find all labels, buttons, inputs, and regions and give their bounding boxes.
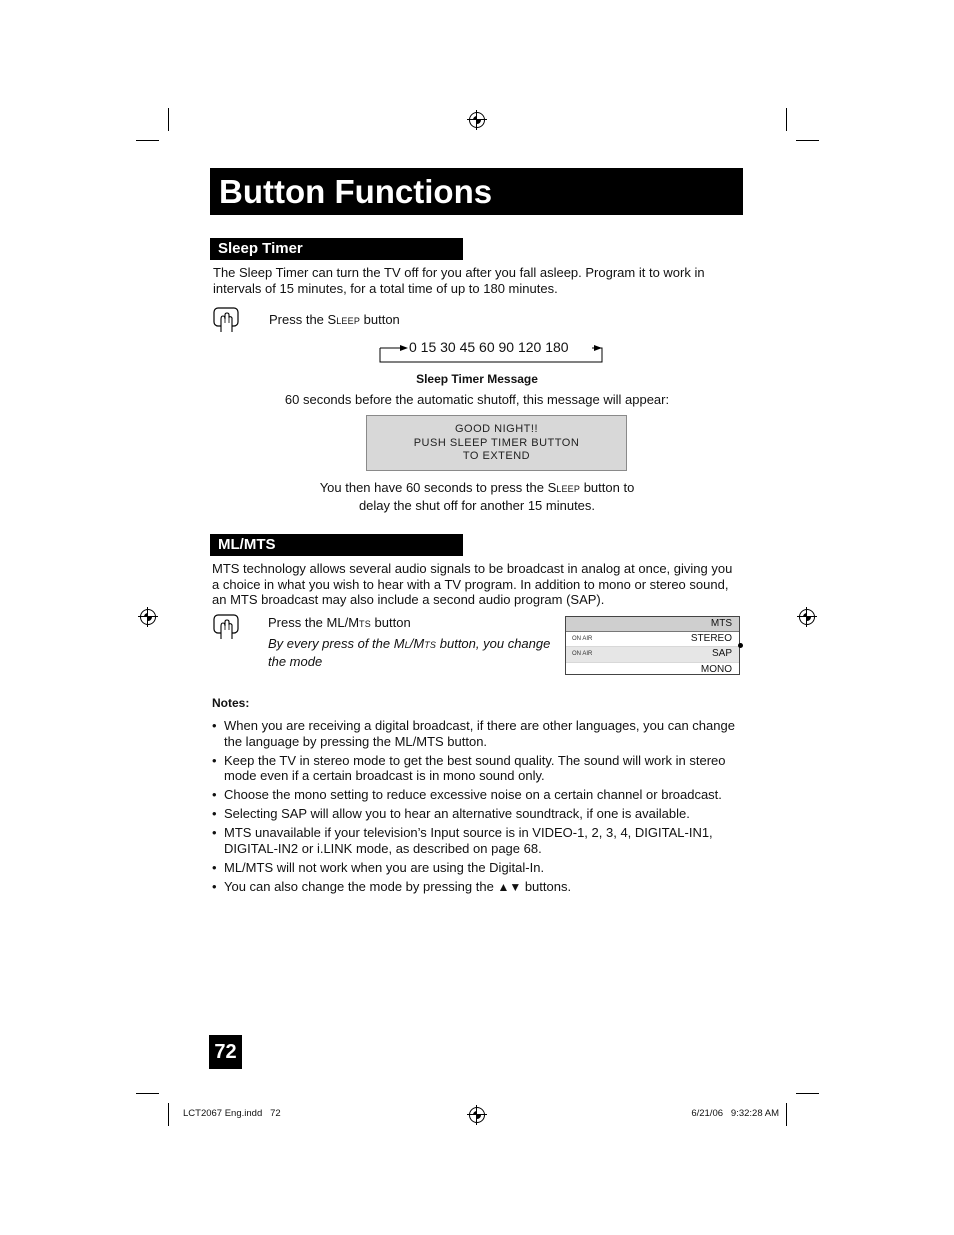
crop-mark: [796, 1093, 819, 1094]
mlmts-intro: MTS technology allows several audio signals to be broadcast in analog at once, giving you a choice in what you wish to hear with a TV program. In addition to mono or stereo sound, an MTS broadcast may also include a second audio program (SAP).: [212, 561, 733, 607]
registration-mark-icon: [799, 609, 815, 625]
button-first-letter: S: [327, 312, 337, 327]
crop-mark: [168, 108, 169, 131]
list-item: • Keep the TV in stereo mode to get the best sound quality. The sound will work in stereo mode even if a certain broadcast is in mono sound only.: [212, 752, 726, 783]
mts-option-row: MONO: [700, 663, 732, 675]
mts-panel-header: MTS: [566, 617, 739, 632]
sleep-after-line2: delay the shut off for another 15 minutes.: [358, 497, 596, 513]
message-line: TO EXTEND: [462, 450, 531, 462]
sleep-after-text: [0, 480, 954, 513]
up-down-arrows-icon: ▲▼: [497, 879, 522, 894]
button-rest: LEEP: [336, 316, 361, 326]
mts-selection-marker: [738, 643, 743, 648]
registration-mark-icon: [469, 112, 485, 128]
crop-mark: [796, 140, 819, 141]
list-item: • MTS unavailable if your television’s Input source is in VIDEO-1, 2, 3, 4, DIGITAL-IN1, DIGITAL-IN2 or i.LINK mode, as described on page 68.: [212, 825, 713, 856]
list-item: • You can also change the mode by pressing the ▲▼ buttons.: [212, 878, 572, 894]
section-heading-mlmts: ML/MTS: [210, 534, 463, 556]
sleep-sequence: 0 15 30 45 60 90 120 180: [409, 339, 569, 355]
footer-timestamp: 6/21/06 9:32:28 AM: [691, 1108, 779, 1119]
sleep-after-line1: You then have 60 seconds to press the SLEEP button to: [319, 480, 635, 495]
crop-mark: [136, 1093, 159, 1094]
list-item: • Choose the mono setting to reduce excessive noise on a certain channel or broadcast.: [212, 787, 722, 802]
hand-press-icon: [213, 614, 239, 640]
page-number: 72: [209, 1035, 242, 1069]
list-item: • ML/MTS will not work when you are using the Digital-In.: [212, 859, 545, 875]
notes-list: [212, 718, 756, 899]
mlmts-press-instruction: Press the ML/MTS button: [268, 615, 411, 630]
sleep-timer-message-box: [366, 415, 627, 471]
sleep-message-heading: Sleep Timer Message: [416, 372, 538, 386]
mts-option-row: ON AIR STEREO: [566, 632, 739, 647]
message-line: PUSH SLEEP TIMER BUTTON: [413, 436, 580, 449]
crop-mark: [168, 1103, 169, 1126]
hand-press-icon: [213, 307, 239, 333]
press-suffix: button: [360, 312, 400, 327]
registration-mark-icon: [469, 1107, 485, 1123]
sleep-message-intro: 60 seconds before the automatic shutoff, this message will appear:: [284, 392, 670, 407]
footer-filename: LCT2067 Eng.indd 72: [183, 1108, 281, 1119]
section-heading-sleep-timer: Sleep Timer: [210, 238, 463, 260]
list-item: • When you are receiving a digital broadcast, if there are other languages, you can change the language by pressing the ML/MTS button.: [212, 718, 735, 749]
mts-mode-panel: [565, 616, 740, 675]
page-title: Button Functions: [210, 168, 743, 215]
registration-mark-icon: [140, 609, 156, 625]
notes-heading: Notes:: [212, 696, 250, 710]
sleep-timer-intro: The Sleep Timer can turn the TV off for you after you fall asleep. Program it to work in intervals of 15 minutes, for a total time of up to 180 minutes.: [213, 265, 705, 296]
message-line: GOOD NIGHT!!: [455, 423, 538, 435]
crop-mark: [136, 140, 159, 141]
mlmts-mode-description: By every press of the ML/MTS button, you change the mode: [268, 636, 551, 669]
crop-mark: [786, 108, 787, 131]
crop-mark: [786, 1103, 787, 1126]
press-prefix: Press the: [269, 312, 328, 327]
mts-option-row: ON AIR SAP: [566, 647, 739, 662]
list-item: • Selecting SAP will allow you to hear an alternative soundtrack, if one is available.: [212, 806, 690, 821]
sleep-press-instruction: [269, 312, 400, 330]
